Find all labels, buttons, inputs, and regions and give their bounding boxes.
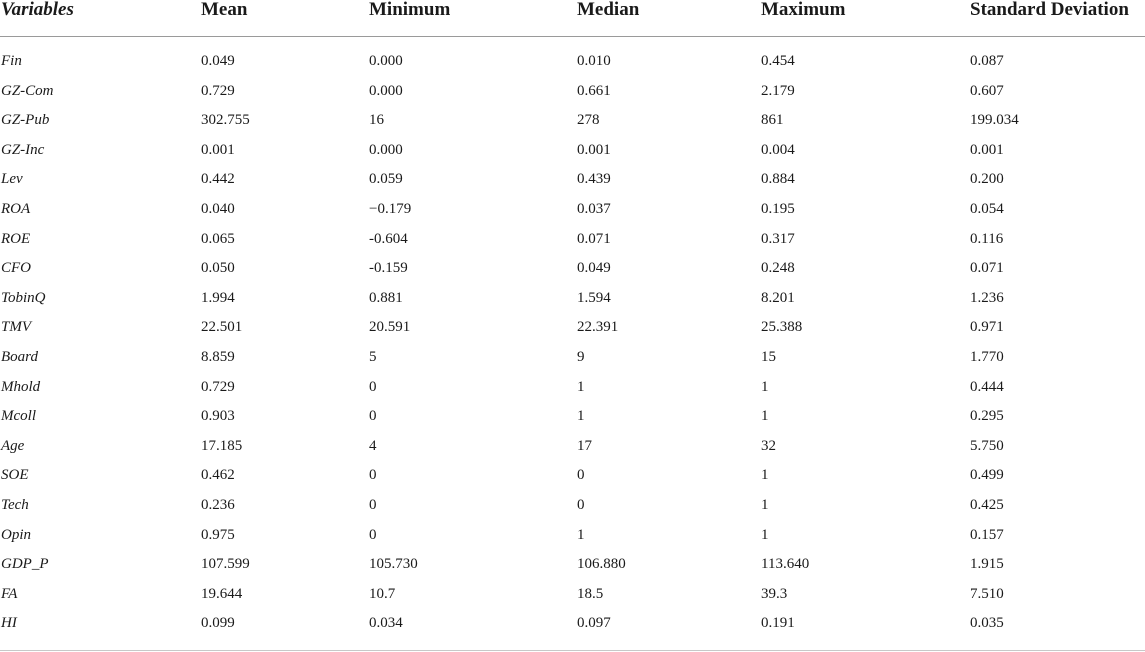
- header-spacer: [0, 37, 1145, 48]
- cell-median: 0: [577, 467, 585, 484]
- cell-mean: 0.729: [201, 378, 235, 395]
- cell-variable: ROA: [1, 200, 31, 217]
- header-standard-deviation: Standard Deviation: [969, 0, 1145, 37]
- cell-variable: GZ-Inc: [1, 141, 45, 158]
- cell-median: 1: [577, 378, 585, 395]
- cell-minimum: 5: [369, 348, 377, 365]
- cell-minimum: 10.7: [369, 585, 396, 602]
- cell-standard-deviation: 1.236: [970, 289, 1004, 306]
- cell-variable: GZ-Com: [1, 82, 54, 99]
- cell-median: 1: [577, 526, 585, 543]
- cell-minimum: 0: [369, 378, 377, 395]
- cell-minimum: 0: [369, 467, 377, 484]
- cell-maximum: 861: [761, 112, 784, 129]
- cell-mean: 22.501: [201, 319, 243, 336]
- cell-mean: 0.236: [201, 496, 235, 513]
- cell-variable: Tech: [1, 496, 29, 513]
- table-row: [0, 77, 1145, 107]
- cell-minimum: 0: [369, 526, 377, 543]
- cell-median: 17: [577, 437, 592, 454]
- table-row: [0, 254, 1145, 284]
- cell-minimum: -0.604: [369, 230, 408, 247]
- cell-maximum: 0.884: [761, 171, 795, 188]
- cell-maximum: 0.317: [761, 230, 795, 247]
- table-row: [0, 373, 1145, 403]
- cell-mean: 0.065: [201, 230, 235, 247]
- cell-standard-deviation: 0.087: [970, 53, 1004, 69]
- cell-maximum: 2.179: [761, 82, 795, 99]
- cell-standard-deviation: 0.054: [970, 200, 1004, 217]
- cell-mean: 0.975: [201, 526, 235, 543]
- cell-maximum: 1: [761, 526, 769, 543]
- cell-maximum: 25.388: [761, 319, 803, 336]
- cell-median: 0.001: [577, 141, 611, 158]
- header-maximum: Maximum: [760, 0, 969, 37]
- cell-minimum: 105.730: [369, 556, 418, 573]
- cell-mean: 302.755: [201, 112, 250, 129]
- cell-minimum: 0.000: [369, 82, 403, 99]
- cell-maximum: 1: [761, 408, 769, 425]
- cell-median: 0: [577, 496, 585, 513]
- cell-standard-deviation: 1.915: [970, 556, 1004, 573]
- cell-standard-deviation: 0.157: [970, 526, 1004, 543]
- table-row: [0, 313, 1145, 343]
- cell-maximum: 8.201: [761, 289, 795, 306]
- table-row: [0, 136, 1145, 166]
- table-row: [0, 106, 1145, 136]
- table-row: [0, 432, 1145, 462]
- cell-median: 0.661: [577, 82, 611, 99]
- cell-variable: FA: [1, 585, 18, 602]
- cell-maximum: 1: [761, 378, 769, 395]
- cell-variable: GZ-Pub: [1, 112, 50, 129]
- cell-median: 0.071: [577, 230, 611, 247]
- table-row: [0, 47, 1145, 77]
- cell-minimum: 20.591: [369, 319, 411, 336]
- cell-minimum: 4: [369, 437, 377, 454]
- cell-standard-deviation: 0.200: [970, 171, 1004, 188]
- cell-variable: SOE: [1, 467, 29, 484]
- cell-mean: 1.994: [201, 289, 235, 306]
- cell-standard-deviation: 0.607: [970, 82, 1004, 99]
- cell-standard-deviation: 5.750: [970, 437, 1004, 454]
- table-row: [0, 343, 1145, 373]
- cell-standard-deviation: 7.510: [970, 585, 1004, 602]
- cell-standard-deviation: 0.971: [970, 319, 1004, 336]
- cell-variable: TobinQ: [1, 289, 46, 306]
- cell-median: 0.049: [577, 260, 611, 277]
- cell-maximum: 0.454: [761, 53, 795, 69]
- cell-standard-deviation: 0.116: [970, 230, 1004, 247]
- cell-variable: CFO: [1, 260, 31, 277]
- cell-mean: 0.049: [201, 53, 235, 69]
- cell-maximum: 1: [761, 467, 769, 484]
- cell-minimum: -0.159: [369, 260, 408, 277]
- cell-median: 0.097: [577, 615, 611, 632]
- cell-mean: 8.859: [201, 348, 235, 365]
- cell-variable: GDP_P: [1, 556, 49, 573]
- table-row: [0, 461, 1145, 491]
- cell-variable: Mcoll: [1, 408, 36, 425]
- cell-variable: Board: [1, 348, 38, 365]
- cell-minimum: 16: [369, 112, 384, 129]
- header-minimum: Minimum: [368, 0, 576, 37]
- table-bottom-rule: [0, 650, 1145, 651]
- cell-standard-deviation: 199.034: [970, 112, 1019, 129]
- cell-variable: Lev: [1, 171, 23, 188]
- cell-variable: Opin: [1, 526, 31, 543]
- cell-mean: 0.001: [201, 141, 235, 158]
- header-row: [0, 0, 1145, 37]
- table-row: [0, 284, 1145, 314]
- cell-standard-deviation: 0.499: [970, 467, 1004, 484]
- table-row: [0, 195, 1145, 225]
- cell-standard-deviation: 0.444: [970, 378, 1004, 395]
- cell-minimum: 0: [369, 408, 377, 425]
- cell-variable: ROE: [1, 230, 31, 247]
- cell-standard-deviation: 0.001: [970, 141, 1004, 158]
- cell-median: 0.010: [577, 53, 611, 69]
- cell-minimum: 0.059: [369, 171, 403, 188]
- cell-mean: 0.040: [201, 200, 235, 217]
- table-row: [0, 609, 1145, 639]
- cell-mean: 0.462: [201, 467, 235, 484]
- cell-variable: Fin: [1, 53, 22, 69]
- table-row: [0, 165, 1145, 195]
- cell-variable: TMV: [1, 319, 31, 336]
- cell-maximum: 15: [761, 348, 776, 365]
- cell-standard-deviation: 1.770: [970, 348, 1004, 365]
- cell-variable: Mhold: [1, 378, 41, 395]
- cell-variable: Age: [1, 437, 25, 454]
- cell-mean: 0.050: [201, 260, 235, 277]
- cell-maximum: 113.640: [761, 556, 810, 573]
- cell-minimum: 0.881: [369, 289, 403, 306]
- cell-variable: HI: [1, 615, 17, 632]
- cell-median: 278: [577, 112, 600, 129]
- cell-mean: 0.729: [201, 82, 235, 99]
- table-row: [0, 521, 1145, 551]
- table-row: [0, 402, 1145, 432]
- cell-minimum: 0: [369, 496, 377, 513]
- header-median: Median: [576, 0, 760, 37]
- cell-minimum: 0.000: [369, 141, 403, 158]
- cell-standard-deviation: 0.071: [970, 260, 1004, 277]
- cell-standard-deviation: 0.035: [970, 615, 1004, 632]
- cell-maximum: 32: [761, 437, 776, 454]
- table-row: [0, 491, 1145, 521]
- cell-median: 1.594: [577, 289, 611, 306]
- cell-mean: 107.599: [201, 556, 250, 573]
- cell-mean: 0.099: [201, 615, 235, 632]
- cell-mean: 17.185: [201, 437, 243, 454]
- cell-median: 1: [577, 408, 585, 425]
- table-row: [0, 550, 1145, 580]
- cell-standard-deviation: 0.425: [970, 496, 1004, 513]
- cell-median: 18.5: [577, 585, 604, 602]
- cell-maximum: 0.191: [761, 615, 795, 632]
- cell-mean: 0.442: [201, 171, 235, 188]
- cell-maximum: 0.195: [761, 200, 795, 217]
- cell-maximum: 1: [761, 496, 769, 513]
- cell-median: 9: [577, 348, 585, 365]
- cell-minimum: 0.034: [369, 615, 403, 632]
- cell-median: 106.880: [577, 556, 626, 573]
- cell-median: 0.439: [577, 171, 611, 188]
- cell-maximum: 39.3: [761, 585, 788, 602]
- table-row: [0, 225, 1145, 255]
- cell-maximum: 0.004: [761, 141, 795, 158]
- header-mean: Mean: [200, 0, 368, 37]
- cell-standard-deviation: 0.295: [970, 408, 1004, 425]
- cell-mean: 19.644: [201, 585, 243, 602]
- table-row: [0, 580, 1145, 610]
- cell-minimum: −0.179: [369, 200, 412, 217]
- cell-minimum: 0.000: [369, 53, 403, 69]
- header-variables: Variables: [0, 0, 200, 37]
- cell-median: 0.037: [577, 200, 611, 217]
- cell-median: 22.391: [577, 319, 619, 336]
- cell-mean: 0.903: [201, 408, 235, 425]
- cell-maximum: 0.248: [761, 260, 795, 277]
